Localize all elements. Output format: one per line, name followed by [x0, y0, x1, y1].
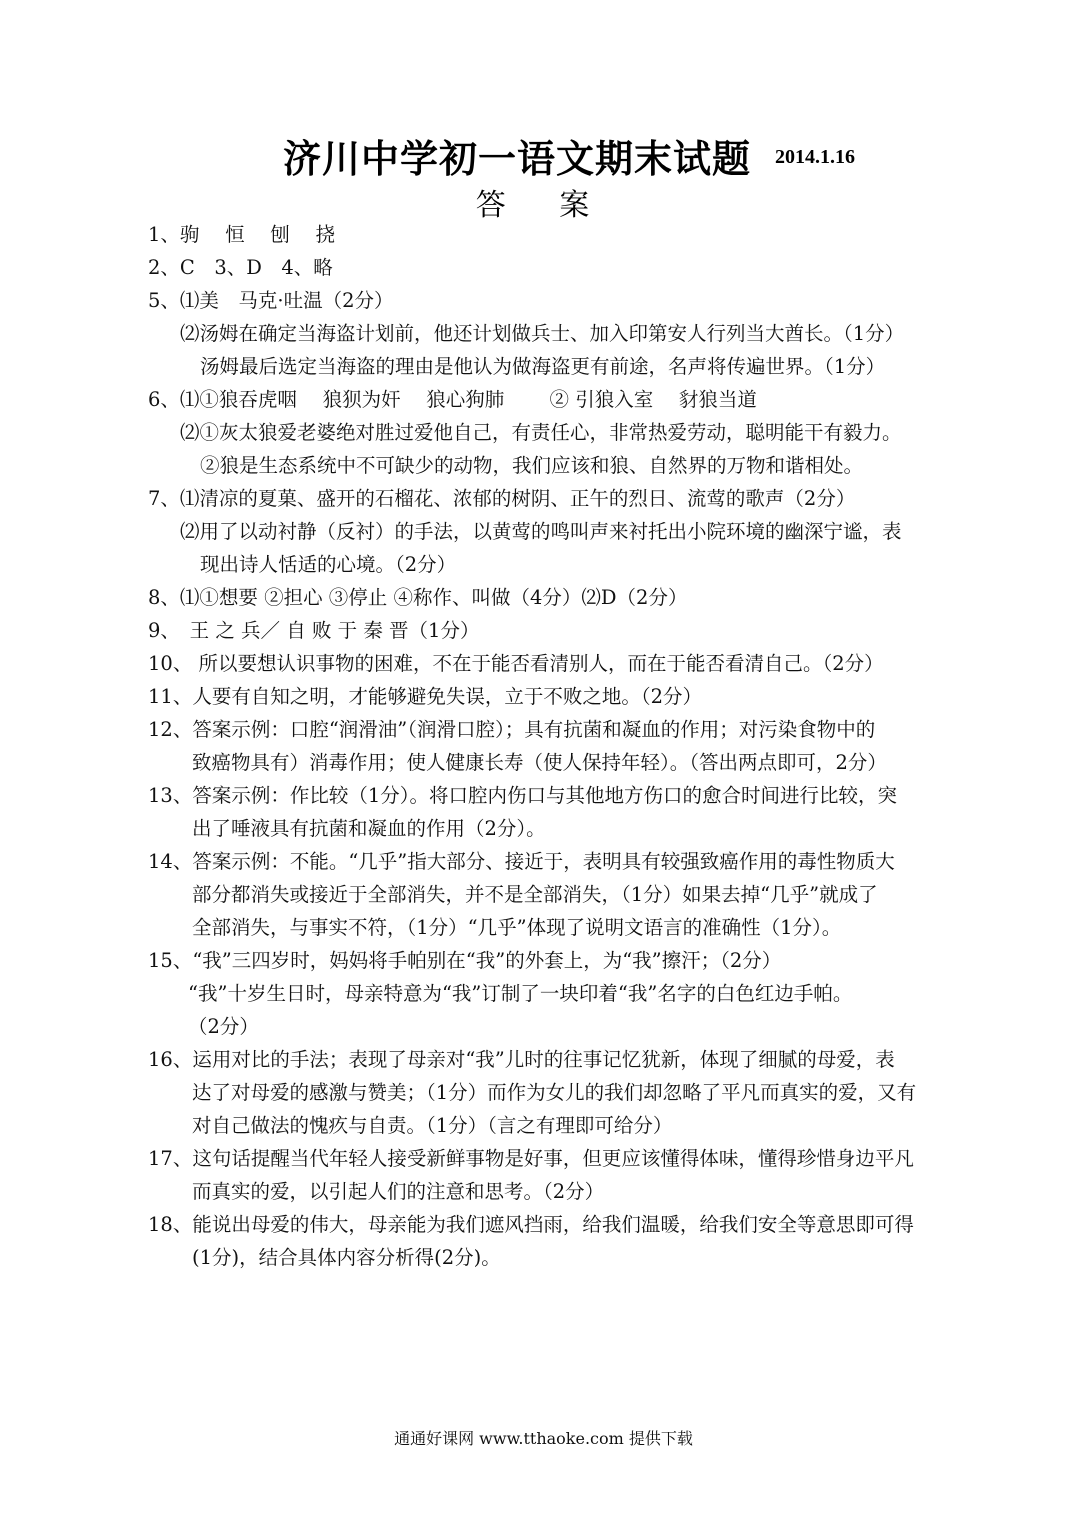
answer-line: 10、 所以要想认识事物的困难，不在于能否看清别人，而在于能否看清自己。（2分） [148, 652, 884, 675]
answer-line: 而真实的爱，以引起人们的注意和思考。（2分） [192, 1180, 605, 1203]
answer-list [148, 218, 1008, 1274]
answer-line: 13、答案示例：作比较（1分）。将口腔内伤口与其他地方伤口的愈合时间进行比较，突 [148, 784, 897, 807]
answer-line: 18、能说出母爱的伟大，母亲能为我们遮风挡雨，给我们温暖，给我们安全等意思即可得 [148, 1213, 914, 1236]
title-row [0, 128, 1087, 184]
answer-line: (1分)，结合具体内容分析得(2分)。 [192, 1246, 501, 1269]
page-subtitle: 答 案 [475, 188, 612, 223]
answer-line: 8、⑴①想要 ②担心 ③停止 ④称作、叫做（4分）⑵D（2分） [148, 586, 688, 609]
page-title: 济川中学初一语文期末试题 [283, 137, 752, 181]
answer-line: 部分都消失或接近于全部消失，并不是全部消失，（1分）如果去掉“几乎”就成了 [192, 883, 878, 906]
answer-line: ②狼是生态系统中不可缺少的动物，我们应该和狼、自然界的万物和谐相处。 [200, 454, 864, 477]
answer-line: 汤姆最后选定当海盗的理由是他认为做海盗更有前途，名声将传遍世界。（1分） [200, 355, 886, 378]
answer-line: 致癌物具有）消毒作用；使人健康长寿（使人保持年轻）。（答出两点即可，2分） [192, 751, 887, 774]
answer-line: 14、答案示例：不能。“几乎”指大部分、接近于，表明具有较强致癌作用的毒性物质大 [148, 850, 895, 873]
answer-line: 1、驹 恒 刨 挠 [148, 223, 336, 246]
answer-line: ⑵汤姆在确定当海盗计划前，他还计划做兵士、加入印第安人行列当大酋长。（1分） [180, 322, 905, 345]
answer-line: 11、人要有自知之明，才能够避免失误，立于不败之地。（2分） [148, 685, 702, 708]
answer-line: 5、⑴美 马克·吐温（2分） [148, 289, 394, 312]
answer-line: 对自己做法的愧疚与自责。（1分）（言之有理即可给分） [192, 1114, 673, 1137]
answer-line: ⑵①灰太狼爱老婆绝对胜过爱他自己，有责任心，非常热爱劳动，聪明能干有毅力。 [180, 421, 902, 444]
answer-line: 12、答案示例：口腔“润滑油”（润滑口腔）；具有抗菌和凝血的作用；对污染食物中的 [148, 718, 876, 741]
answer-line: “我”十岁生日时，母亲特意为“我”订制了一块印着“我”名字的白色红边手帕。 [188, 982, 853, 1005]
answer-line: 16、运用对比的手法；表现了母亲对“我”儿时的往事记忆犹新，体现了细腻的母爱，表 [148, 1048, 895, 1071]
answer-line: 2、C 3、D 4、略 [148, 256, 333, 279]
answer-line: 全部消失，与事实不符，（1分）“几乎”体现了说明文语言的准确性（1分）。 [192, 916, 842, 939]
answer-line: 9、 王 之 兵／ 自 败 于 秦 晋（1分） [148, 619, 480, 642]
footer-credit: 通通好课网 www.tthaoke.com 提供下载 [394, 1429, 693, 1448]
answer-line: 7、⑴清凉的夏菓、盛开的石榴花、浓郁的树阴、正午的烈日、流莺的歌声（2分） [148, 487, 856, 510]
answer-line: 达了对母爱的感激与赞美；（1分）而作为女儿的我们却忽略了平凡而真实的爱，又有 [192, 1081, 917, 1104]
answer-line: ⑵用了以动衬静（反衬）的手法，以黄莺的鸣叫声来衬托出小院环境的幽深宁谧，表 [180, 520, 902, 543]
answer-line: 6、⑴①狼吞虎咽 狼狈为奸 狼心狗肺 ② 引狼入室 豺狼当道 [148, 388, 757, 411]
answer-line: 现出诗人恬适的心境。（2分） [200, 553, 457, 576]
exam-date: 2014.1.16 [775, 146, 855, 168]
answer-line: 15、“我”三四岁时，妈妈将手帕别在“我”的外套上，为“我”擦汗；（2分） [148, 949, 782, 972]
answer-line: 出了唾液具有抗菌和凝血的作用（2分）。 [192, 817, 546, 840]
answer-line: 17、这句话提醒当代年轻人接受新鲜事物是好事，但更应该懂得体味，懂得珍惜身边平凡 [148, 1147, 914, 1170]
answer-line: （2分） [188, 1015, 259, 1038]
